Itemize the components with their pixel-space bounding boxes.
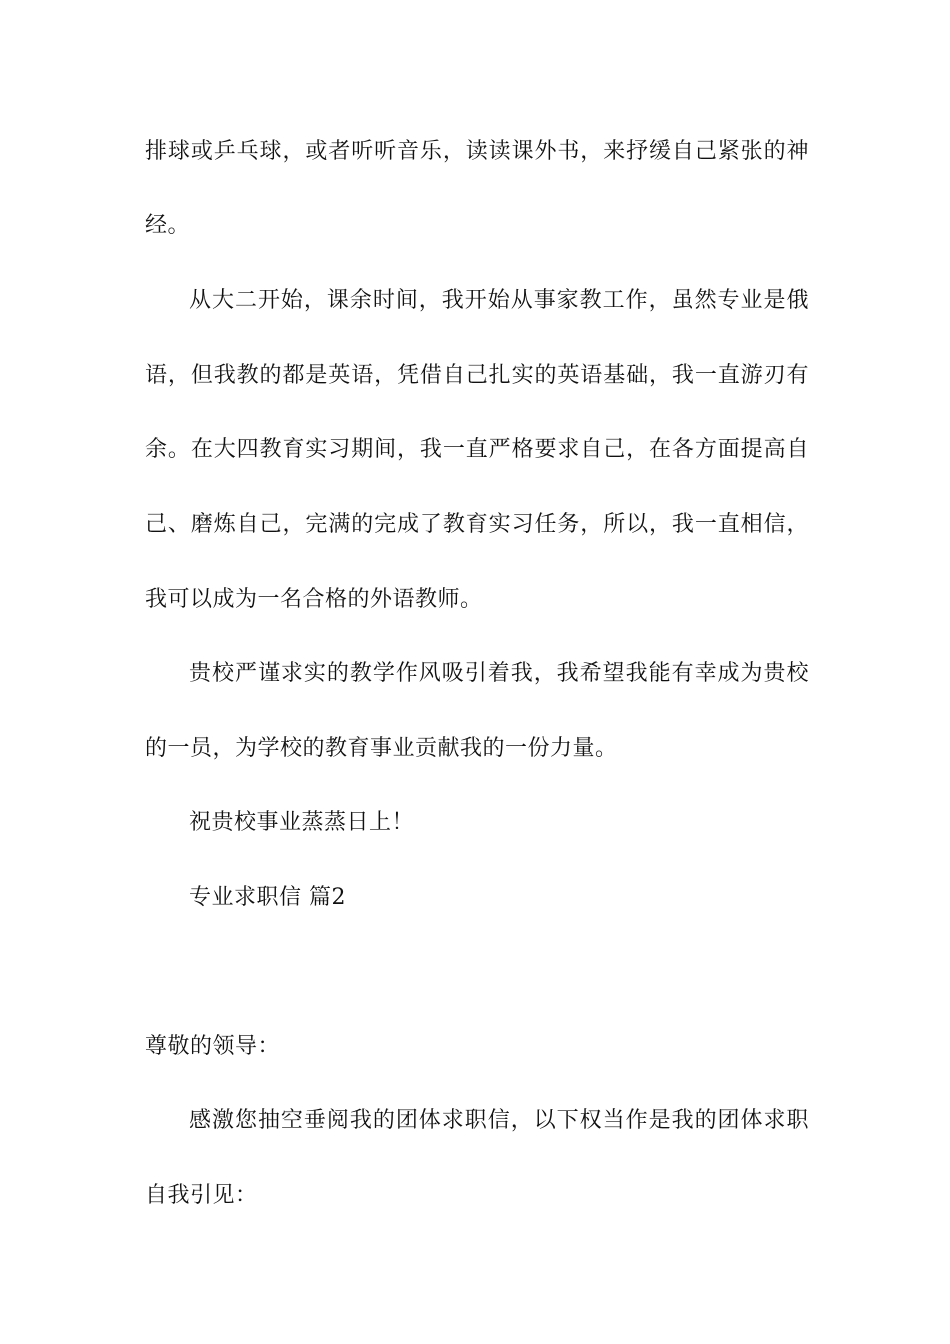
paragraph-line: 自我引见： (145, 1183, 258, 1208)
paragraph-line: 己、磨炼自己，完满的完成了教育实习任务，所以，我一直相信， (145, 512, 809, 537)
paragraph-line: 余。在大四教育实习期间，我一直严格要求自己，在各方面提高自 (145, 437, 809, 462)
paragraph-line: 感激您抽空垂阅我的团体求职信，以下权当作是我的团体求职 (189, 1108, 809, 1133)
paragraph-line: 从大二开始，课余时间，我开始从事家教工作，虽然专业是俄 (189, 288, 809, 313)
paragraph-line: 贵校严谨求实的教学作风吸引着我，我希望我能有幸成为贵校 (189, 661, 809, 686)
paragraph-line: 排球或乒乓球，或者听听音乐，读读课外书，来抒缓自己紧张的神 (145, 139, 809, 164)
paragraph-line: 的一员，为学校的教育事业贡献我的一份力量。 (145, 736, 618, 761)
paragraph-line: 经。 (145, 213, 191, 238)
salutation: 尊敬的领导： (145, 1034, 281, 1059)
closing-wish: 祝贵校事业蒸蒸日上！ (189, 810, 415, 835)
paragraph-line: 我可以成为一名合格的外语教师。 (145, 587, 483, 612)
paragraph-line: 语，但我教的都是英语，凭借自己扎实的英语基础，我一直游刃有 (145, 363, 809, 388)
section-heading: 专业求职信 篇2 (189, 885, 346, 910)
